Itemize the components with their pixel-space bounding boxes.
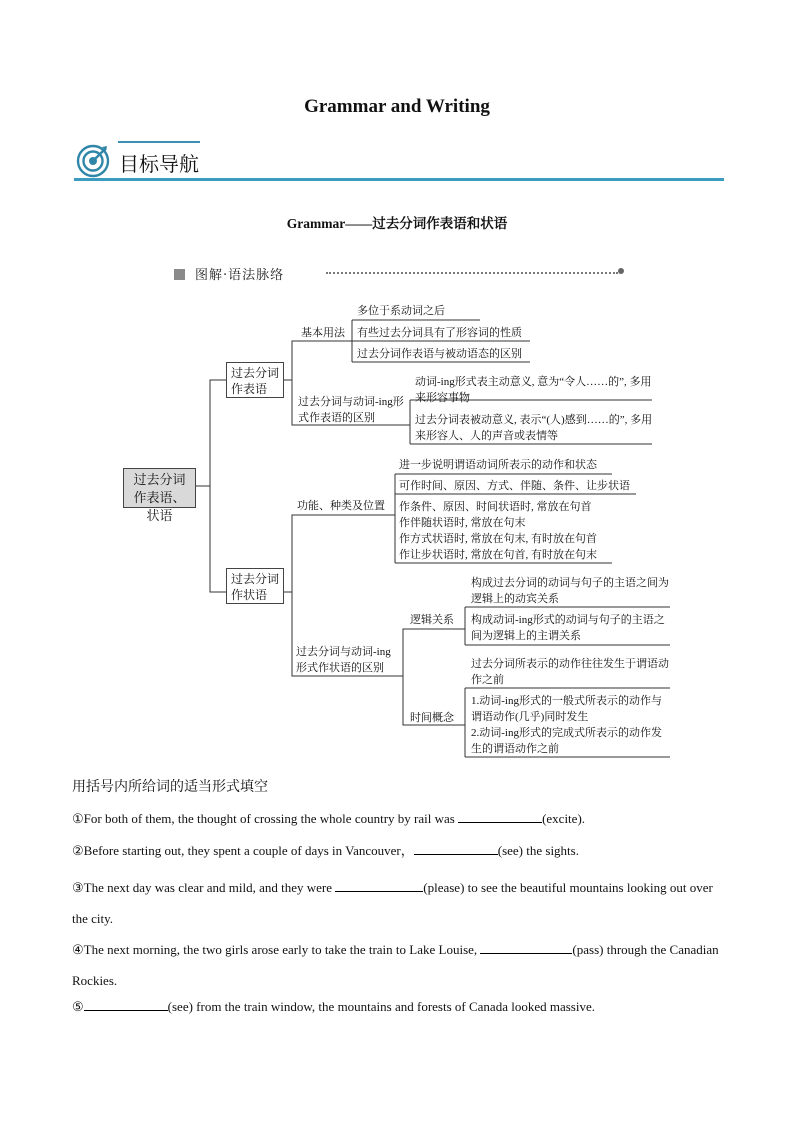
time-item: 2.动词-ing形式的完成式所表示的动作发生的谓语动作之前 [471,727,662,755]
question-4: ④The next morning, the two girls arose early to take the train to Lake Louise, (pass) through the Canadian Rockies. [72,942,719,988]
branch-a-box: 过去分词作表语 [226,362,284,398]
exercise-instruction: 用括号内所给词的适当形式填空 [72,779,268,795]
question-1: ①For both of them, the thought of crossing the whole country by rail was (excite). [72,811,586,826]
question-5: ⑤ (see) from the train window, the mountains and forests of Canada looked massive. [72,999,595,1014]
logic-item: 构成动词-ing形式的动词与句子的主语之间为逻辑上的主谓关系 [471,614,665,642]
answer-blank[interactable] [458,810,542,823]
time-item: 过去分词所表示的动作往往发生于谓语动作之前 [471,658,669,686]
basic-item: 过去分词作表语与被动语态的区别 [357,348,522,360]
logic-item: 构成过去分词的动词与句子的主语之间为逻辑上的动宾关系 [471,577,669,605]
function-item: 作伴随状语时, 常放在句末 [399,517,526,529]
function-item: 可作时间、原因、方式、伴随、条件、让步状语 [399,480,630,492]
function-item: 作方式状语时, 常放在句末, 有时放在句首 [399,533,597,545]
branch-b-box: 过去分词作状语 [226,568,284,604]
diagram-heading: 图解·语法脉络 [174,264,284,283]
diagram-root: 过去分词作表语、状语 [123,468,196,508]
function-item: 进一步说明谓语动词所表示的动作和状态 [399,459,597,471]
compare-label: 过去分词与动词-ing形式作表语的区别 [298,396,404,424]
answer-blank[interactable] [84,998,168,1011]
difference-label: 过去分词与动词-ing形式作状语的区别 [296,646,391,674]
basic-item: 有些过去分词具有了形容词的性质 [357,327,522,339]
function-item: 作让步状语时, 常放在句首, 有时放在句末 [399,549,597,561]
answer-blank[interactable] [335,879,423,892]
time-item: 1.动词-ing形式的一般式所表示的动作与谓语动作(几乎)同时发生 [471,695,662,723]
logic-label: 逻辑关系 [410,614,454,626]
compare-item: 动词-ing形式表主动意义, 意为“令人……的”, 多用来形容事物 [415,376,652,404]
function-item: 作条件、原因、时间状语时, 常放在句首 [399,501,592,513]
answer-blank[interactable] [480,941,572,954]
answer-blank[interactable] [414,842,498,855]
function-label: 功能、种类及位置 [297,500,385,512]
basic-usage-label: 基本用法 [301,327,345,339]
question-3: ③The next day was clear and mild, and they were (please) to see the beautiful mountains looking out over the city. [72,880,713,926]
compare-item: 过去分词表被动意义, 表示“(人)感到……的”, 多用来形容人、人的声音或表情等 [415,414,653,442]
question-2: ②Before starting out, they spent a couple of days in Vancouver， (see) the sights. [72,843,579,858]
time-label: 时间概念 [410,712,454,724]
basic-item: 多位于系动词之后 [357,305,445,317]
section-label: 目标导航 [119,152,199,176]
subtitle: Grammar——过去分词作表语和状语 [286,216,508,231]
page-title: Grammar and Writing [304,96,490,117]
